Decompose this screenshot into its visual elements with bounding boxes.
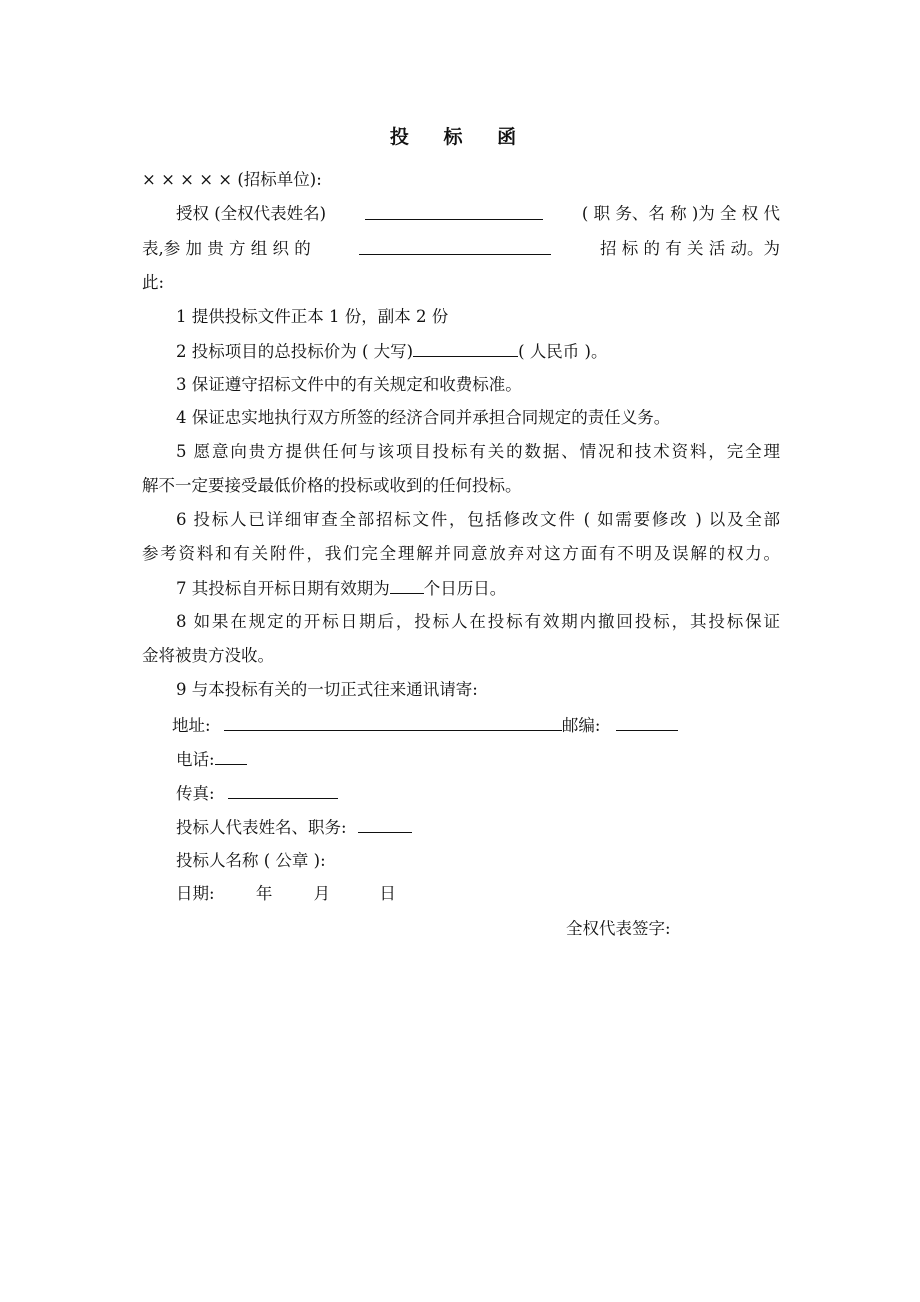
tender-activity-text: 招 标 的 有 关 活 动。为 <box>600 239 780 258</box>
item-6-line2: 参考资料和有关附件，我们完全理解并同意放弃对这方面有不明及误解的权力。 <box>142 544 780 563</box>
item-7-suffix: 个日历日。 <box>423 579 507 598</box>
month-label: 月 <box>313 884 331 903</box>
address-label: 地址: <box>172 716 211 735</box>
item-2-text: 2 投标项目的总投标价为 ( 大写) <box>176 342 414 361</box>
para1-line1 <box>176 199 780 229</box>
fax-row <box>176 778 338 808</box>
authorization-text: 授权 (全权代表姓名) <box>176 204 327 223</box>
representative-row <box>176 812 412 842</box>
date-row <box>176 879 396 909</box>
signature-label: 全权代表签字: <box>566 919 671 938</box>
representative-label: 投标人代表姓名、职务: <box>176 818 347 837</box>
validity-days-blank[interactable] <box>390 573 424 594</box>
para1-line2 <box>142 234 780 264</box>
fax-blank[interactable] <box>228 778 338 799</box>
item-2-currency: ( 人民币 )。 <box>518 342 608 361</box>
item-9: 9 与本投标有关的一切正式往来通讯请寄: <box>176 680 478 699</box>
item-1: 1 提供投标文件正本 1 份，副本 2 份 <box>176 307 449 326</box>
fax-label: 传真: <box>176 784 215 803</box>
item-8-line2: 金将被贵方没收。 <box>142 646 274 665</box>
address-row <box>172 710 678 740</box>
representative-name-blank[interactable] <box>365 199 543 220</box>
item-7-text: 7 其投标自开标日期有效期为 <box>176 579 390 598</box>
addressee: × × × × × (招标单位): <box>142 170 322 189</box>
phone-label: 电话: <box>176 750 215 769</box>
item-6-line1: 6 投标人已详细审查全部招标文件，包括修改文件 ( 如需要修改 ) 以及全部 <box>176 510 780 529</box>
address-blank[interactable] <box>224 710 562 731</box>
bidder-name-row: 投标人名称 ( 公章 ): <box>176 851 326 870</box>
tender-name-blank[interactable] <box>359 234 551 255</box>
date-label: 日期: <box>176 884 215 903</box>
year-label: 年 <box>255 884 273 903</box>
item-2 <box>176 336 607 366</box>
total-price-blank[interactable] <box>413 336 518 357</box>
position-text: ( 职 务、名 称 )为 全 权 代 <box>581 204 780 223</box>
para1-line3: 此: <box>142 273 165 292</box>
item-3: 3 保证遵守招标文件中的有关规定和收费标准。 <box>176 375 522 394</box>
item-5-line1: 5 愿意向贵方提供任何与该项目投标有关的数据、情况和技术资料，完全理 <box>176 442 780 461</box>
item-4: 4 保证忠实地执行双方所签的经济合同并承担合同规定的责任义务。 <box>176 408 671 427</box>
item-5-line2: 解不一定要接受最低价格的投标或收到的任何投标。 <box>142 476 522 495</box>
day-label: 日 <box>379 884 396 903</box>
phone-blank[interactable] <box>215 744 247 765</box>
postcode-label: 邮编: <box>561 716 601 735</box>
participate-text: 表,参 加 贵 方 组 织 的 <box>142 239 311 258</box>
representative-blank[interactable] <box>358 812 412 833</box>
item-8-line1: 8 如果在规定的开标日期后，投标人在投标有效期内撤回投标，其投标保证 <box>176 612 780 631</box>
postcode-blank[interactable] <box>616 710 678 731</box>
page-title: 投 标 函 <box>389 126 531 148</box>
item-7 <box>176 573 506 603</box>
phone-row <box>176 744 247 774</box>
